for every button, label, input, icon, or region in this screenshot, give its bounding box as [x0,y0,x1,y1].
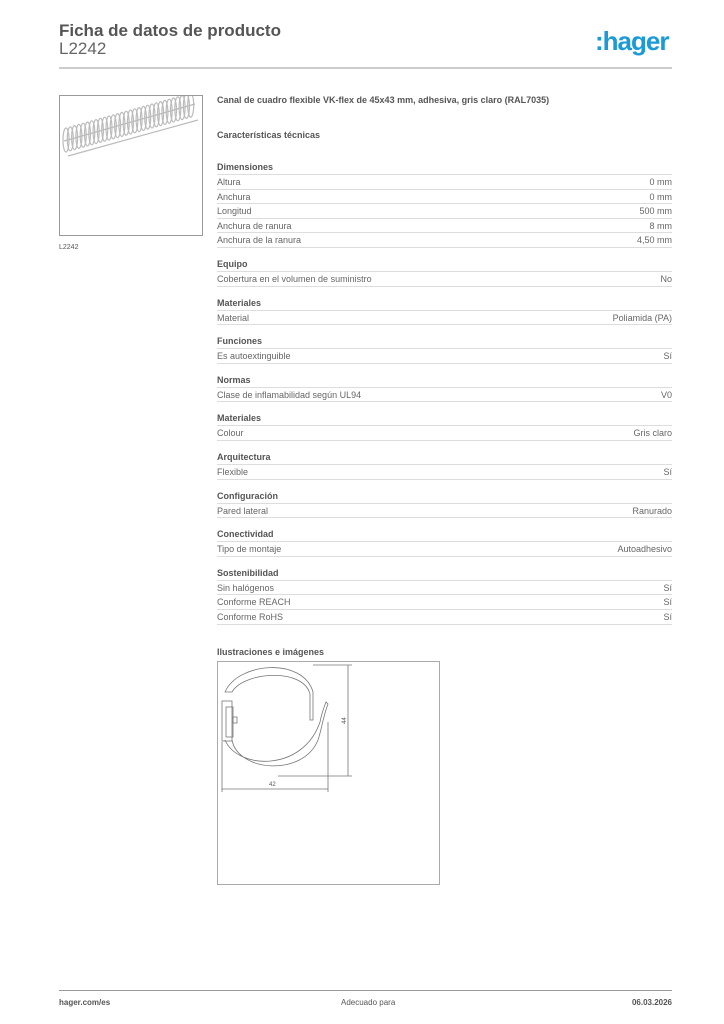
spec-row [217,233,672,248]
spec-label: Tipo de montaje [217,544,282,555]
product-description: Canal de cuadro flexible VK-flex de 45x43 mm, adhesiva, gris claro (RAL7035) [217,95,550,105]
product-code: L2242 [59,39,107,58]
footer-suitable-for: Adecuado para [341,998,396,1007]
spec-label: Material [217,312,250,323]
section-heading: Normas [217,374,672,388]
section-heading: Equipo [217,258,672,272]
footer-date: 06.03.2026 [631,998,672,1007]
spec-value: 500 mm [639,206,672,217]
spec-row [217,190,672,205]
section-heading: Materiales [217,297,672,311]
spec-value: Sí [663,611,672,622]
spec-row [217,581,672,596]
spec-label: Altura [217,177,241,187]
spec-section [217,374,672,403]
width-dimension: 42 [269,782,276,788]
spec-value: Ranurado [632,505,672,516]
spec-label: Pared lateral [217,505,269,516]
illustrations-heading: Ilustraciones e imágenes [217,646,325,657]
page-title: Ficha de datos de producto [59,21,281,40]
spec-value: Sí [663,351,672,362]
section-heading: Arquitectura [217,451,672,465]
spec-section [217,528,672,557]
spec-label: Anchura [217,191,251,202]
product-image [59,95,203,236]
spec-label: Colour [217,428,244,439]
height-dimension: 44 [342,717,348,724]
spec-label: Sin halógenos [217,582,275,593]
spec-section [217,412,672,441]
spec-section [217,258,672,287]
spec-row [217,426,672,441]
spec-label: Anchura de ranura [217,220,292,231]
section-heading: Materiales [217,412,672,426]
hager-logo: :hager [595,26,669,56]
spec-label: Longitud [217,206,252,217]
spec-section [217,161,672,248]
section-heading: Funciones [217,335,672,349]
spec-value: 4,50 mm [636,235,672,246]
tech-characteristics-heading: Características técnicas [217,130,321,140]
spec-row [217,542,672,557]
spec-row [217,388,672,403]
spec-label: Flexible [217,466,249,477]
section-heading: Sostenibilidad [217,567,672,581]
spec-value: V0 [660,389,672,400]
spec-value: Sí [663,582,672,593]
spec-value: Sí [663,466,672,477]
header-divider [59,67,672,69]
spec-value: 0 mm [649,191,672,202]
spec-label: Conforme RoHS [217,611,284,622]
spec-row [217,175,672,190]
footer-divider [59,990,672,991]
spec-section [217,567,672,625]
spec-row [217,595,672,610]
dimension-drawing [217,661,440,885]
spec-row [217,349,672,364]
spec-section [217,451,672,480]
spec-label: Es autoextinguible [217,351,291,362]
spec-label: Conforme REACH [217,597,291,608]
footer-site-link[interactable]: hager.com/es [59,998,111,1007]
spec-row [217,311,672,326]
spec-value: Autoadhesivo [617,544,672,555]
spec-row [217,219,672,234]
spec-value: Poliamida (PA) [612,312,672,323]
spec-row [217,272,672,287]
section-heading: Configuración [217,490,672,504]
spec-label: Cobertura en el volumen de suministro [217,273,372,284]
spec-label: Anchura de la ranura [217,235,302,246]
spec-value: No [660,273,672,284]
spec-section [217,335,672,364]
spec-row [217,504,672,519]
spec-row [217,465,672,480]
spec-value: Gris claro [633,428,672,439]
spec-value: Sí [663,597,672,608]
section-heading: Conectividad [217,528,672,542]
spec-section [217,490,672,519]
spec-value: 0 mm [649,177,672,187]
spec-value: 8 mm [649,220,672,231]
image-caption: L2242 [59,244,79,251]
spec-section [217,297,672,326]
spec-row [217,610,672,625]
spec-row [217,204,672,219]
section-heading: Dimensiones [217,161,672,175]
spec-label: Clase de inflamabilidad según UL94 [217,389,362,400]
